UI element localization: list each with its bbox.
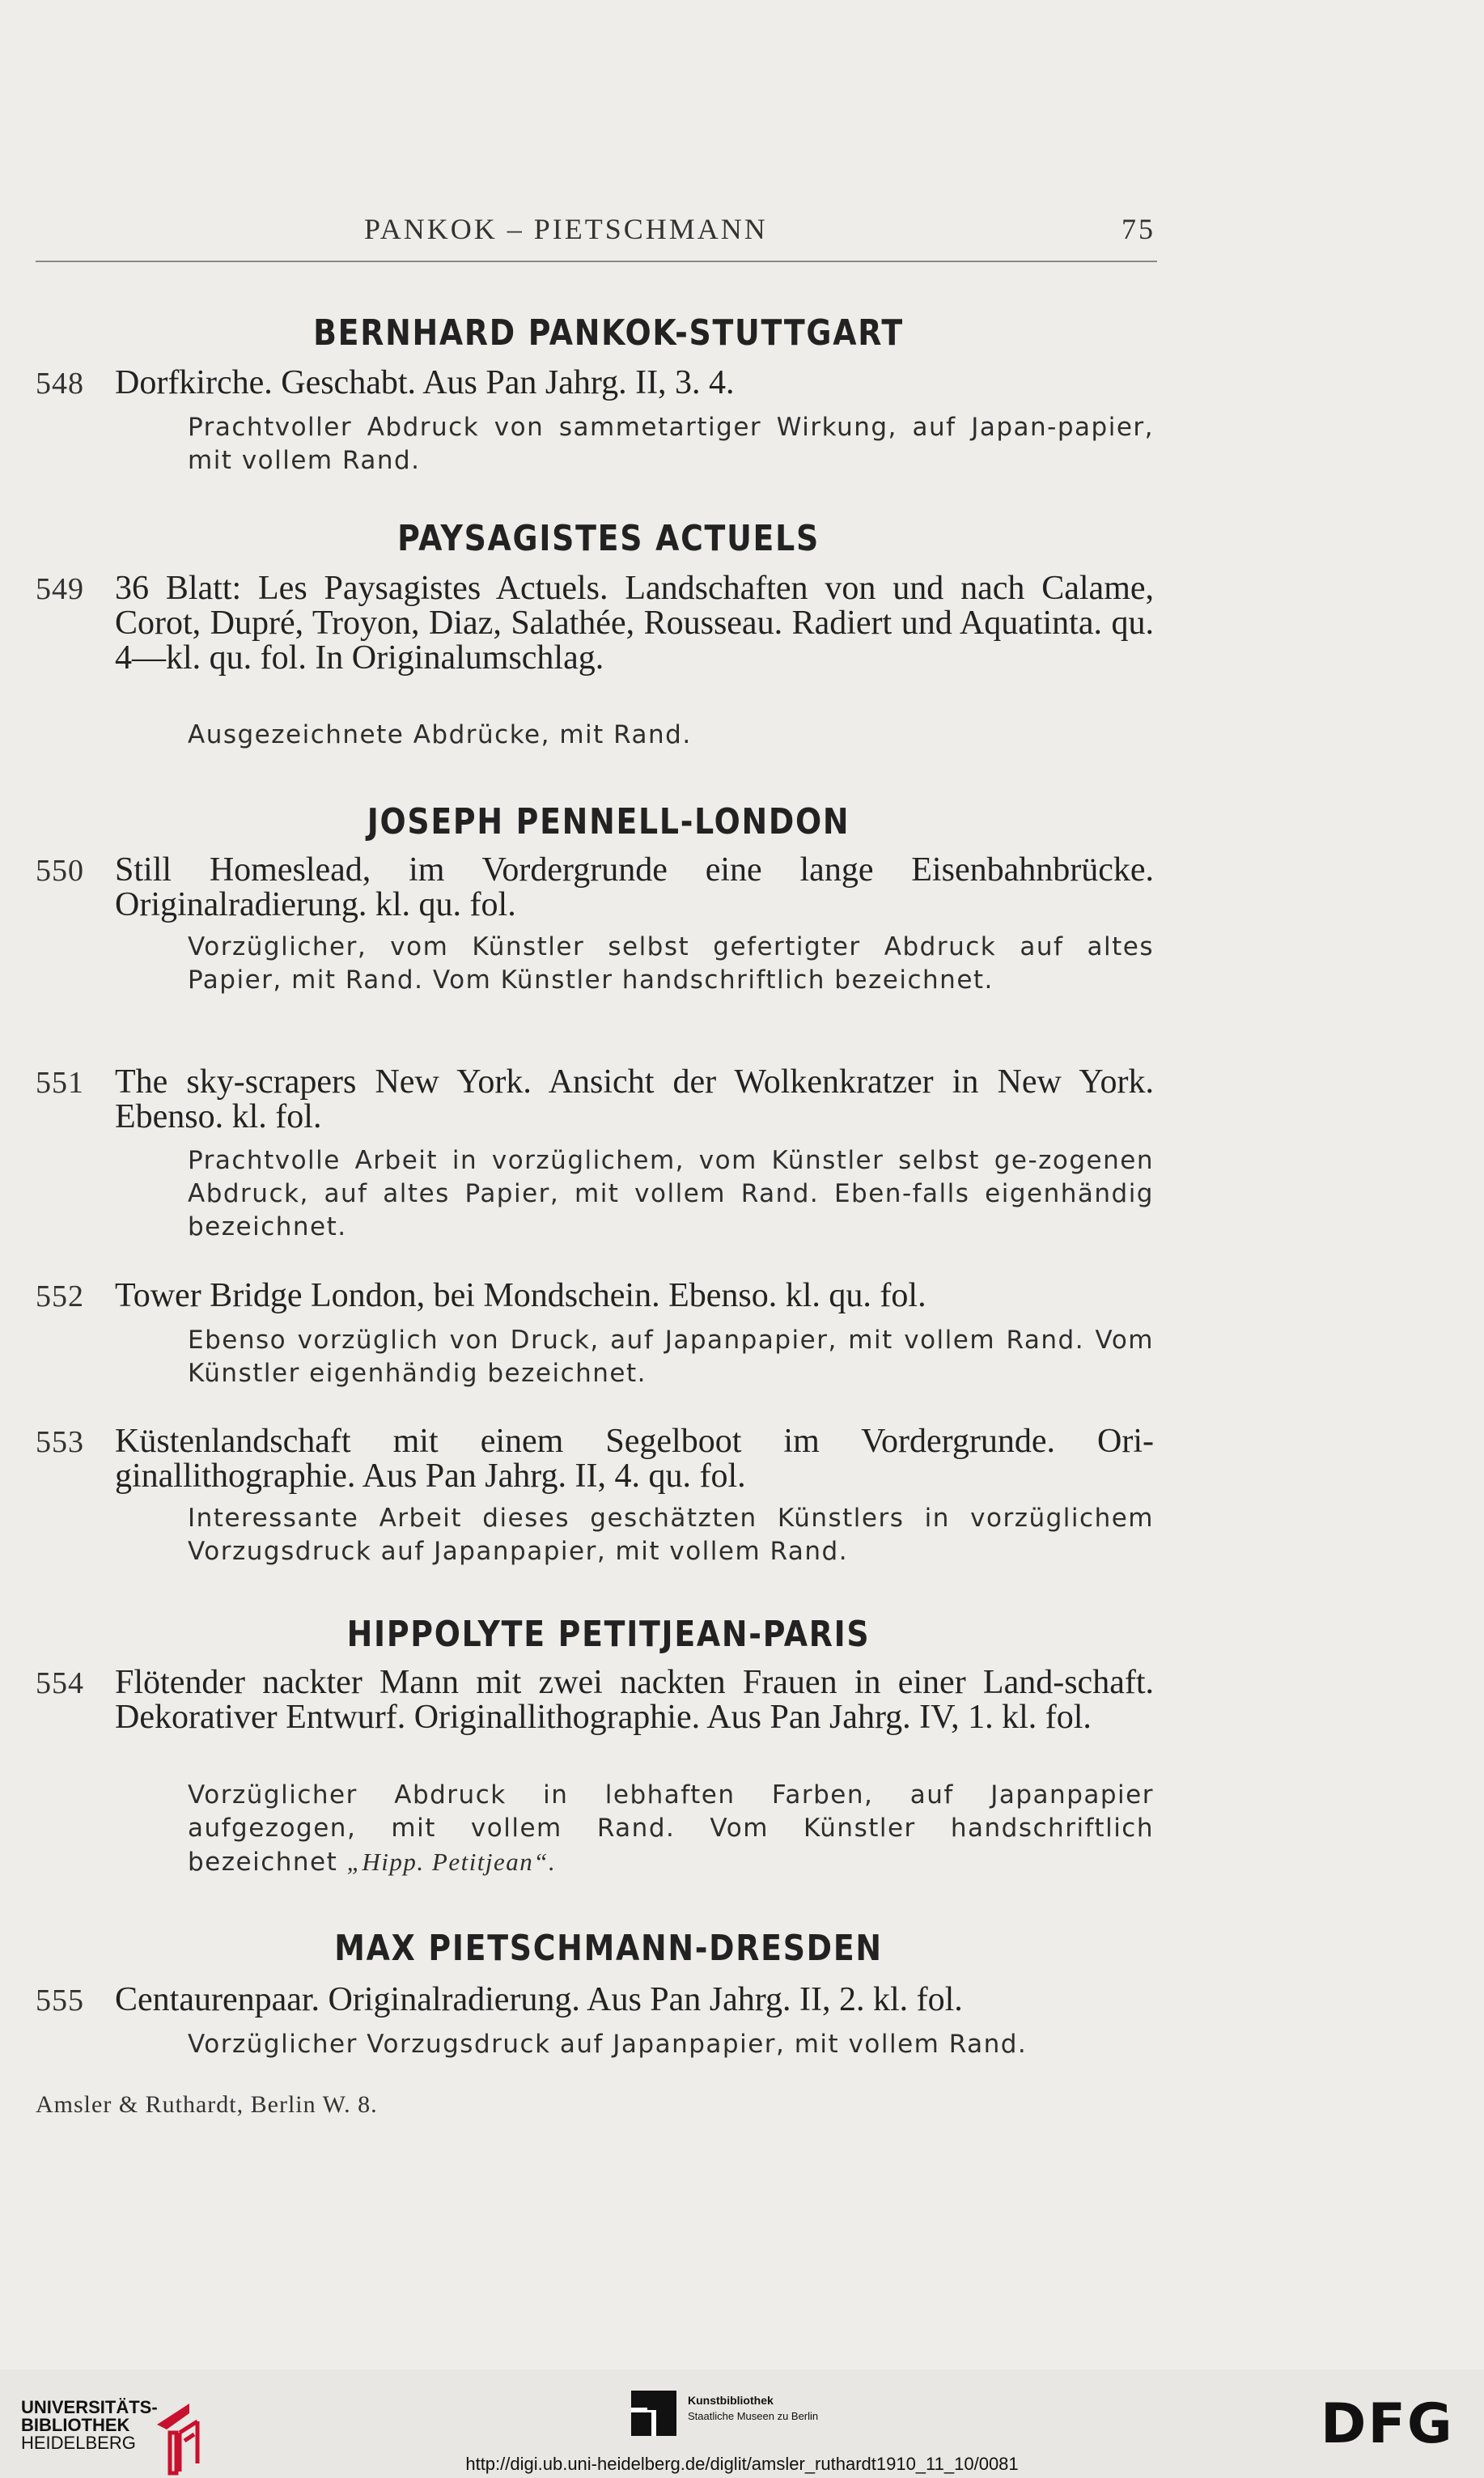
entry-number: 550 — [36, 854, 84, 888]
entry-text: Dorfkirche. Geschabt. Aus Pan Jahrg. II, 3. 4. — [115, 364, 735, 401]
publisher-imprint: Amsler & Ruthardt, Berlin W. 8. — [36, 2091, 378, 2118]
entry-number: 552 — [36, 1279, 84, 1313]
section-title-paysagistes: PAYSAGISTES ACTUELS — [397, 518, 820, 559]
kunstbibliothek-logo[interactable] — [631, 2391, 819, 2440]
dfg-logo[interactable] — [1321, 2395, 1466, 2447]
entry-note-text: Vorzüglicher Abdruck in lebhaften Farben, auf Japanpapier aufgezogen, mit vollem Rand. Vom Künstler handschriftlich bezeichnet — [188, 1780, 1154, 1877]
section-title-pietschmann: MAX PIETSCHMANN-DRESDEN — [334, 1928, 883, 1969]
artist-signature: „Hipp. Petitjean“. — [346, 1848, 557, 1876]
header-rule — [36, 261, 1157, 262]
section-title-petitjean: HIPPOLYTE PETITJEAN-PARIS — [346, 1614, 871, 1655]
running-header — [0, 212, 1484, 248]
entry-note: Ausgezeichnete Abdrücke, mit Rand. — [188, 720, 692, 749]
entry-note: Vorzüglicher, vom Künstler selbst gefertigter Abdruck auf altes Papier, mit Rand. Vom Künstler handschriftlich bezeichnet. — [188, 932, 1154, 995]
entry-number: 555 — [36, 1984, 84, 2018]
entry-text: Tower Bridge London, bei Mondschein. Ebenso. kl. qu. fol. — [115, 1277, 926, 1314]
entry-text: Centaurenpaar. Originalradierung. Aus Pan Jahrg. II, 2. kl. fol. — [115, 1981, 963, 2018]
entry-number: 549 — [36, 572, 84, 606]
digitization-footer — [0, 2370, 1484, 2478]
kb-name: Kunstbibliothek — [688, 2394, 774, 2407]
entry-number: 553 — [36, 1425, 84, 1459]
section-title-pennell: JOSEPH PENNELL-LONDON — [367, 801, 850, 842]
entry-text: Flötender nackter Mann mit zwei nackten Frauen in einer Land-schaft. Dekorativer Entwurf. Originallithographie. Aus Pan Jahrg. IV, 1. kl. fol. — [115, 1664, 1154, 1736]
kunstbibliothek-mark-icon — [631, 2391, 676, 2436]
entry-note: Ebenso vorzüglich von Druck, auf Japanpapier, mit vollem Rand. Vom Künstler eigenhändig bezeichnet. — [188, 1326, 1154, 1388]
uni-line-3: HEIDELBERG — [21, 2433, 136, 2453]
entry-text: 36 Blatt: Les Paysagistes Actuels. Landschaften von und nach Calame, Corot, Dupré, Troyon, Diaz, Salathée, Rousseau. Radiert und Aquatinta. qu. 4—kl. qu. fol. In Originalumschlag. — [115, 570, 1154, 677]
entry-note — [188, 1779, 1154, 1879]
entry-text: Küstenlandschaft mit einem Segelboot im Vordergrunde. Ori-ginallithographie. Aus Pan Jahrg. II, 4. qu. fol. — [115, 1423, 1154, 1495]
entry-note: Vorzüglicher Vorzugsdruck auf Japanpapier, mit vollem Rand. — [188, 2030, 1028, 2059]
running-title: PANKOK – PIETSCHMANN — [364, 213, 768, 245]
uni-line-2: BIBLIOTHEK — [21, 2415, 130, 2435]
entry-number: 551 — [36, 1066, 84, 1100]
page-number: 75 — [1121, 213, 1155, 245]
entry-number: 554 — [36, 1666, 84, 1700]
dfg-text: DFG — [1321, 2395, 1454, 2447]
uni-line-1: UNIVERSITÄTS- — [21, 2397, 158, 2417]
entry-note: Interessante Arbeit dieses geschätzten Künstlers in vorzüglichem Vorzugsdruck auf Japanpapier, mit vollem Rand. — [188, 1504, 1154, 1566]
university-library-logo[interactable] — [21, 2399, 158, 2452]
entry-text: The sky-scrapers New York. Ansicht der Wolkenkratzer in New York. Ebenso. kl. fol. — [115, 1063, 1154, 1135]
entry-note: Prachtvolle Arbeit in vorzüglichem, vom Künstler selbst ge-zogenen Abdruck, auf altes Papier, mit vollem Rand. Eben-falls eigenhändig bezeichnet. — [188, 1146, 1154, 1241]
entry-number: 548 — [36, 367, 84, 401]
entry-note: Prachtvoller Abdruck von sammetartiger Wirkung, auf Japan-papier, mit vollem Rand. — [188, 413, 1154, 475]
kb-subtitle: Staatliche Museen zu Berlin — [688, 2410, 819, 2422]
section-title-pankok: BERNHARD PANKOK-STUTTGART — [313, 312, 904, 354]
entry-text: Still Homeslead, im Vordergrunde eine lange Eisenbahnbrücke. Originalradierung. kl. qu. fol. — [115, 851, 1154, 923]
permalink-url[interactable]: http://digi.ub.uni-heidelberg.de/diglit/amsler_ruthardt1910_11_10/0081 — [465, 2454, 1019, 2474]
